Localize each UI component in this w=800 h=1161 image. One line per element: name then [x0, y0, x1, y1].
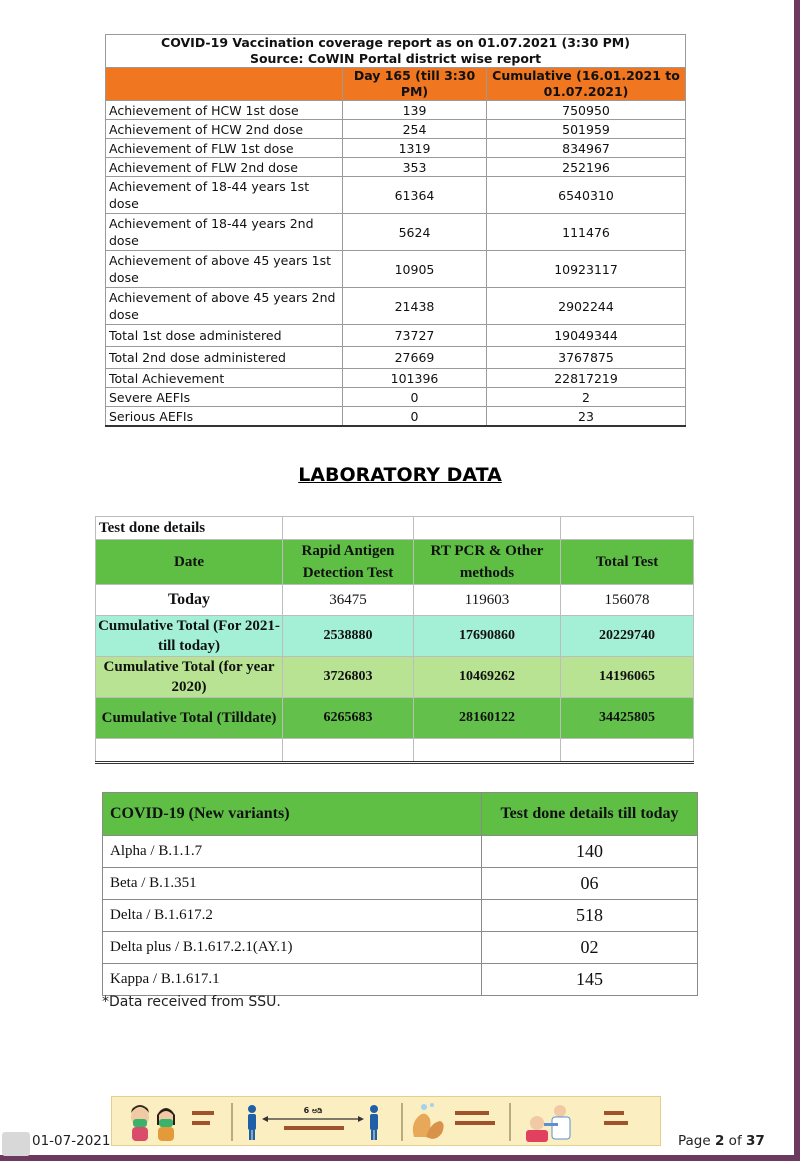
vaccination-row: [106, 158, 686, 177]
lab-footer-row: [96, 739, 694, 763]
lab-rtpcr: 28160122: [414, 698, 561, 739]
vaccination-day-value: 0: [343, 407, 487, 427]
vaccination-row-label: Achievement of HCW 1st dose: [106, 101, 343, 120]
variant-row: [103, 836, 698, 868]
lab-date: Cumulative Total (For 2021- till today): [96, 616, 283, 657]
footer-date: 01-07-2021: [32, 1133, 111, 1149]
vaccination-row-label: Achievement of above 45 years 2nd dose: [106, 288, 343, 325]
kannada-mask-text: [192, 1111, 214, 1125]
vaccination-row: [106, 120, 686, 139]
variant-name: Alpha / B.1.1.7: [103, 836, 482, 868]
page-number: Page 2 of 37: [678, 1133, 765, 1149]
vaccination-row: [106, 407, 686, 427]
vaccination-title-row: [106, 35, 686, 52]
masked-faces-icon: [131, 1105, 175, 1141]
lab-row-cum-tilldate: [96, 698, 694, 739]
social-distance-icon: [248, 1105, 378, 1140]
variant-row: [103, 868, 698, 900]
header-day: Day 165 (till 3:30 PM): [343, 68, 487, 101]
lab-rat: 3726803: [283, 657, 414, 698]
vaccination-day-value: 61364: [343, 177, 487, 214]
variant-count: 145: [482, 964, 698, 996]
vaccination-row-label: Severe AEFIs: [106, 388, 343, 407]
vaccination-cumulative-value: 2902244: [487, 288, 686, 325]
lab-date: Cumulative Total (for year 2020): [96, 657, 283, 698]
lab-header-rtpcr: RT PCR & Other methods: [414, 540, 561, 585]
vaccination-row-label: Total 1st dose administered: [106, 325, 343, 347]
variant-row: [103, 900, 698, 932]
lab-total: 20229740: [561, 616, 694, 657]
variant-name: Delta plus / B.1.617.2.1(AY.1): [103, 932, 482, 964]
vaccination-cumulative-value: 111476: [487, 214, 686, 251]
banner-distance: 6 ಅಡಿ: [303, 1106, 323, 1115]
vaccination-row: [106, 214, 686, 251]
vaccination-cumulative-value: 23: [487, 407, 686, 427]
lab-total: 156078: [561, 585, 694, 616]
vaccination-cumulative-value: 6540310: [487, 177, 686, 214]
footnote: *Data received from SSU.: [102, 994, 281, 1010]
vaccination-source-row: [106, 51, 686, 68]
vaccination-cumulative-value: 22817219: [487, 369, 686, 388]
vaccination-header-row: [106, 68, 686, 101]
lab-rat: 6265683: [283, 698, 414, 739]
vaccination-row-label: Achievement of 18-44 years 1st dose: [106, 177, 343, 214]
hand-wash-icon: [413, 1103, 444, 1139]
header-cumulative: Cumulative (16.01.2021 to 01.07.2021): [487, 68, 686, 101]
lab-heading: LABORATORY DATA: [298, 464, 502, 486]
total-pages: 37: [746, 1133, 765, 1149]
lab-total: 14196065: [561, 657, 694, 698]
variant-row: [103, 932, 698, 964]
vaccination-row-label: Serious AEFIs: [106, 407, 343, 427]
vaccination-day-value: 101396: [343, 369, 487, 388]
lab-rtpcr: 10469262: [414, 657, 561, 698]
lab-caption-row: [96, 517, 694, 540]
variant-count: 140: [482, 836, 698, 868]
vaccination-row-label: Total Achievement: [106, 369, 343, 388]
banner-illustration: [112, 1097, 662, 1147]
vaccination-day-value: 27669: [343, 347, 487, 369]
variant-count: 518: [482, 900, 698, 932]
vaccination-row: [106, 369, 686, 388]
covid-appropriate-behaviour-banner: [111, 1096, 661, 1146]
lab-rtpcr: 119603: [414, 585, 561, 616]
lab-rat: 2538880: [283, 616, 414, 657]
vaccination-source: Source: CoWIN Portal district wise report: [106, 51, 686, 68]
lab-table: [95, 516, 694, 764]
vaccination-cumulative-value: 3767875: [487, 347, 686, 369]
lab-total: 34425805: [561, 698, 694, 739]
kannada-vaccine-text: [604, 1111, 628, 1125]
vaccination-row: [106, 325, 686, 347]
lab-row-cum-2021: [96, 616, 694, 657]
lab-header-total: Total Test: [561, 540, 694, 585]
vaccination-row: [106, 177, 686, 214]
vaccination-day-value: 353: [343, 158, 487, 177]
vaccination-cumulative-value: 750950: [487, 101, 686, 120]
vaccination-cumulative-value: 10923117: [487, 251, 686, 288]
vaccination-cumulative-value: 19049344: [487, 325, 686, 347]
vaccination-row-label: Achievement of HCW 2nd dose: [106, 120, 343, 139]
vaccination-day-value: 139: [343, 101, 487, 120]
vaccination-day-value: 10905: [343, 251, 487, 288]
variant-name: Beta / B.1.351: [103, 868, 482, 900]
vaccination-row-label: Achievement of above 45 years 1st dose: [106, 251, 343, 288]
variants-table: [102, 792, 698, 996]
vaccination-day-value: 254: [343, 120, 487, 139]
variants-header-name: COVID-19 (New variants): [103, 793, 482, 836]
vaccination-row: [106, 251, 686, 288]
current-page: 2: [714, 1133, 725, 1149]
vaccination-cumulative-value: 501959: [487, 120, 686, 139]
variant-count: 06: [482, 868, 698, 900]
vaccination-icon: [526, 1105, 570, 1142]
vaccination-cumulative-value: 2: [487, 388, 686, 407]
lab-date: Cumulative Total (Tilldate): [96, 698, 283, 739]
vaccination-cumulative-value: 252196: [487, 158, 686, 177]
lab-header-rat: Rapid Antigen Detection Test: [283, 540, 414, 585]
vaccination-row: [106, 139, 686, 158]
kannada-handwash-text: [455, 1111, 495, 1125]
vaccination-day-value: 1319: [343, 139, 487, 158]
corner-icon: [2, 1132, 30, 1156]
lab-rtpcr: 17690860: [414, 616, 561, 657]
vaccination-row: [106, 101, 686, 120]
lab-row-today: [96, 585, 694, 616]
vaccination-row-label: Achievement of FLW 1st dose: [106, 139, 343, 158]
variant-name: Delta / B.1.617.2: [103, 900, 482, 932]
variants-header-value: Test done details till today: [482, 793, 698, 836]
vaccination-day-value: 5624: [343, 214, 487, 251]
vaccination-day-value: 0: [343, 388, 487, 407]
vaccination-row-label: Total 2nd dose administered: [106, 347, 343, 369]
vaccination-row: [106, 388, 686, 407]
header-blank: [106, 68, 343, 101]
vaccination-row-label: Achievement of 18-44 years 2nd dose: [106, 214, 343, 251]
variant-row: [103, 964, 698, 996]
vaccination-table: [105, 34, 686, 427]
lab-caption: Test done details: [96, 517, 283, 540]
vaccination-day-value: 73727: [343, 325, 487, 347]
lab-header-date: Date: [96, 540, 283, 585]
lab-row-cum-2020: [96, 657, 694, 698]
vaccination-row-label: Achievement of FLW 2nd dose: [106, 158, 343, 177]
vaccination-title: COVID-19 Vaccination coverage report as on 01.07.2021 (3:30 PM): [106, 35, 686, 52]
vaccination-cumulative-value: 834967: [487, 139, 686, 158]
variant-name: Kappa / B.1.617.1: [103, 964, 482, 996]
vaccination-row: [106, 347, 686, 369]
vaccination-day-value: 21438: [343, 288, 487, 325]
lab-header-row: [96, 540, 694, 585]
variants-header-row: [103, 793, 698, 836]
variant-count: 02: [482, 932, 698, 964]
vaccination-row: [106, 288, 686, 325]
lab-rat: 36475: [283, 585, 414, 616]
lab-date: Today: [96, 585, 283, 616]
